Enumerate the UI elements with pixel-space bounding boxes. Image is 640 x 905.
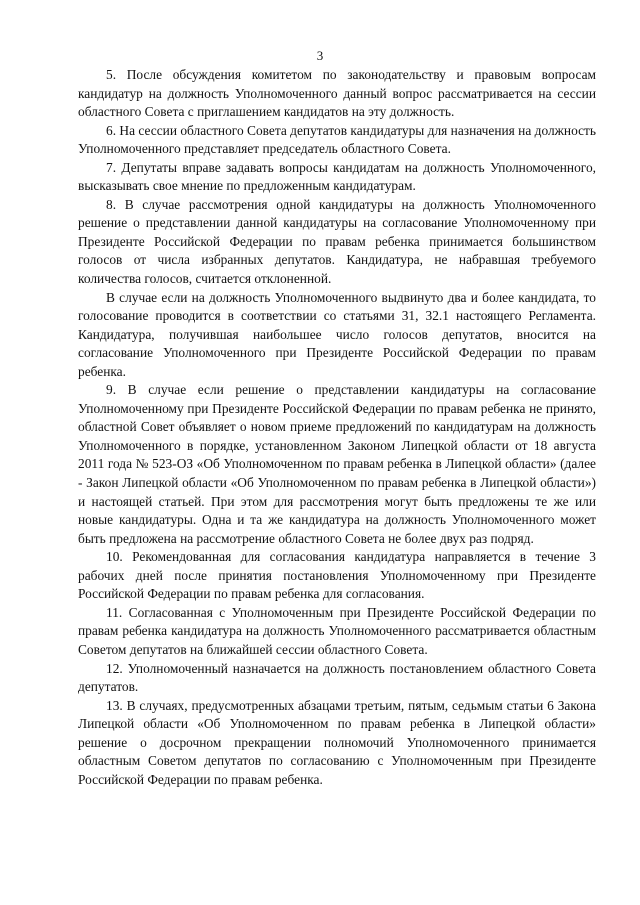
paragraph-item-10: 10. Рекомендованная для согласования кандидатура направляется в течение 3 рабочих дней после принятия постановления Уполномоченному при Президенте Российской Федерации по правам ребенка для согласования. bbox=[78, 549, 596, 602]
paragraph-item-8-second: В случае если на должность Уполномоченного выдвинуто два и более кандидата, то голосование проводится в соответствии со статьями 31, 32.1 настоящего Регламента. Кандидатура, получившая наибольшее число голосов депутатов, вносится на согласование Уполномоченного при Президенте Российской Федерации по правам ребенка. bbox=[78, 289, 596, 379]
paragraph-item-12: 12. Уполномоченный назначается на должность постановлением областного Совета депутатов. bbox=[78, 660, 596, 695]
paragraph-item-13: 13. В случаях, предусмотренных абзацами третьим, пятым, седьмым статьи 6 Закона Липецкой области «Об Уполномоченном по правам ребенка в Липецкой области» решение о досрочном прекращении полномочий Уполномоченного принимается областным Советом депутатов по согласованию с Уполномоченным при Президенте Российской Федерации по правам ребенка. bbox=[78, 697, 596, 787]
paragraph-item-9: 9. В случае если решение о представлении кандидатуры на согласование Уполномоченному при Президенте Российской Федерации по правам ребенка не принято, областной Совет объявляет о новом приеме предложений по кандидатурам на должность Уполномоченного в порядке, установленном Законом Липецкой области от 18 августа 2011 года № 523-ОЗ «Об Уполномоченном по правам ребенка в Липецкой области» (далее - Закон Липецкой области «Об Уполномоченном по правам ребенка в Липецкой области») и настоящей статьей. При этом для рассмотрения могут быть предложены те же или новые кандидатуры. Одна и та же кандидатура на должность Уполномоченного может быть предложена на рассмотрение областного Совета не более двух раз подряд. bbox=[78, 382, 596, 546]
page-number: 3 bbox=[316, 48, 324, 63]
paragraph-item-7: 7. Депутаты вправе задавать вопросы кандидатам на должность Уполномоченного, высказывать свое мнение по предложенным кандидатурам. bbox=[78, 159, 596, 194]
paragraph-item-6: 6. На сессии областного Совета депутатов кандидатуры для назначения на должность Уполномоченного представляет председатель областного Совета. bbox=[78, 122, 596, 157]
paragraph-item-11: 11. Согласованная с Уполномоченным при Президенте Российской Федерации по правам ребенка кандидатура на должность Уполномоченного рассматривается областным Советом депутатов на ближайшей сессии областного Совета. bbox=[78, 604, 596, 657]
document-body bbox=[78, 66, 596, 789]
paragraph-item-8: 8. В случае рассмотрения одной кандидатуры на должность Уполномоченного решение о представлении данной кандидатуры на согласование Уполномоченному при Президенте Российской Федерации по правам ребенка принимается большинством голосов от числа избранных депутатов. Кандидатура, не набравшая требуемого количества голосов, считается отклоненной. bbox=[78, 196, 596, 287]
paragraph-item-5: 5. После обсуждения комитетом по законодательству и правовым вопросам кандидатур на должность Уполномоченного данный вопрос рассматривается на сессии областного Совета с приглашением кандидатов на эту должность. bbox=[78, 67, 596, 120]
